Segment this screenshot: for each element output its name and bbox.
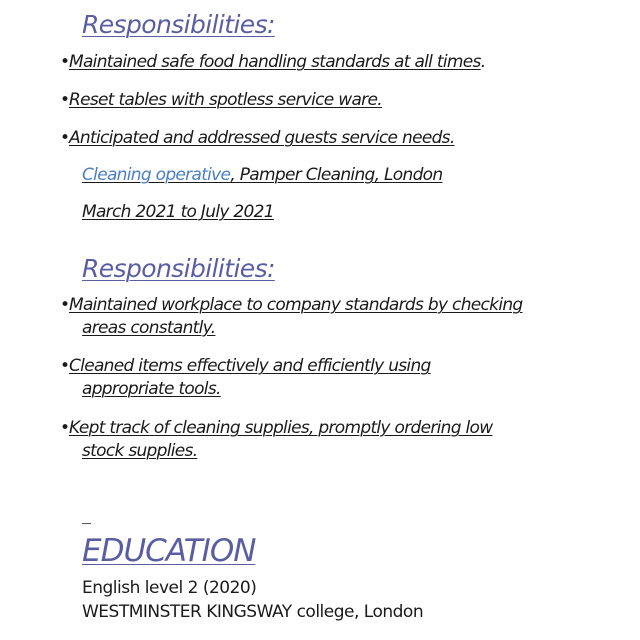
bullet-dot: •	[60, 356, 70, 376]
job-dates: March 2021 to July 2021	[82, 202, 274, 222]
job-title-link[interactable]: Cleaning operative	[82, 165, 231, 185]
bullet-item	[60, 51, 580, 74]
job-employer: , Pamper Cleaning, London	[230, 165, 443, 185]
bullet-item	[60, 127, 580, 150]
bullet-period: .	[377, 90, 382, 110]
bullet-dot: •	[60, 418, 70, 438]
education-line: English level 2 (2020)	[82, 578, 257, 598]
bullet-dot: •	[60, 295, 70, 315]
bullet-period: .	[480, 52, 486, 72]
bullet-text-line2: appropriate tools.	[82, 379, 221, 399]
bullet-dot: •	[60, 90, 70, 110]
bullet-text-line2: areas constantly.	[82, 318, 216, 338]
bullet-dot: •	[60, 52, 70, 72]
bullet-text: Reset tables with spotless service ware	[69, 90, 378, 110]
bullet-item	[60, 89, 580, 112]
bullet-text-line2: stock supplies.	[82, 441, 198, 461]
bullet-period: .	[449, 128, 455, 148]
education-heading: EDUCATION	[82, 533, 256, 569]
bullet-item	[60, 355, 580, 401]
bullet-item	[60, 294, 580, 340]
bullet-text-line1: Maintained workplace to company standards by checking	[69, 295, 523, 315]
responsibilities-heading-2: Responsibilities:	[82, 254, 275, 283]
bullet-text-line1: Kept track of cleaning supplies, promptly ordering low	[69, 418, 493, 438]
bullet-text: Maintained safe food handling standards at all times	[69, 52, 481, 72]
bullet-text-line1: Cleaned items effectively and efficiently using	[69, 356, 431, 376]
bullet-text: Anticipated and addressed guests service needs	[69, 128, 450, 148]
divider-mark	[82, 523, 91, 524]
responsibilities-heading-1: Responsibilities:	[82, 10, 275, 39]
education-line: WESTMINSTER KINGSWAY college, London	[82, 602, 424, 622]
job-title-line	[82, 165, 442, 185]
bullet-dot: •	[60, 128, 70, 148]
bullet-item	[60, 417, 580, 463]
